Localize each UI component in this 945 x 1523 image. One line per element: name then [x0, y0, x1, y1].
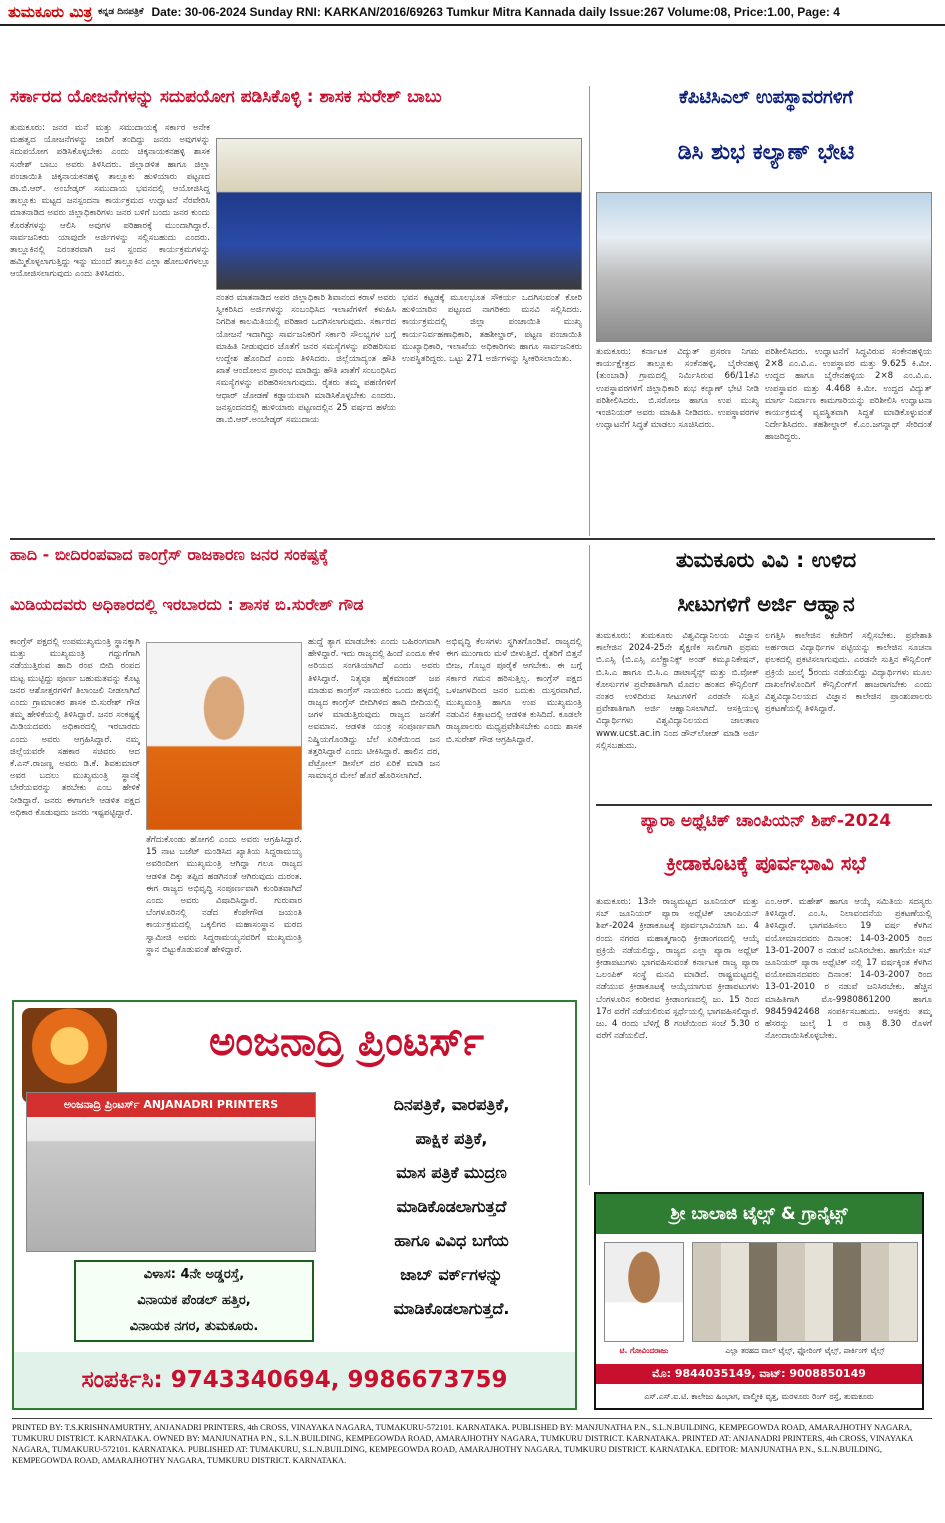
service-line: ಹಾಗೂ ವಿವಿಧ ಬಗೆಯ [394, 1231, 509, 1250]
section-divider [10, 538, 935, 540]
story3-col1: ಕಾಂಗ್ರೆಸ್ ಪಕ್ಷದಲ್ಲಿ ಉಪಮುಖ್ಯಮಂತ್ರಿ ಸ್ಥಾನಕ್ಕಾಗಿ ಮತ್ತು ಮುಖ್ಯಮಂತ್ರಿ ಗದ್ದುಗೆಗಾಗಿ ನಡೆಯುತ್ತಿರುವ ಹಾದಿ ರಂಪ ಬೀದಿ ರಂಪದ ಮಟ್ಟ ಮುಟ್ಟಿದ್ದು ಪೂರ್ಣ ಬಹುಮತವನ್ನು ಕೊಟ್ಟ ಜನರ ಆಶೋತ್ತರಗಳಿಗೆ ತಿಲಾಂಜಲಿ ನೀಡಲಾಗಿದೆ ಎಂದು ಗ್ರಾಮಾಂತರ ಶಾಸಕ ಬಿ.ಸುರೇಶ್ ಗೌಡ ತಮ್ಮ ಹೇಳಿಕೆಯಲ್ಲಿ ತಿಳಿಸಿದ್ದಾರೆ. ಜನರ ಸಂಕಷ್ಟಕ್ಕೆ ಮಿಡಿಯದವರು ಅಧಿಕಾರದಲ್ಲಿ ಇರಬಾರದು ಎಂದು ಅವರು ಆಗ್ರಹಿಸಿದ್ದಾರೆ. ನಮ್ಮ ಜಿಲ್ಲೆಯವರೇ ಸಹಕಾರ ಸಚಿವರು ಆದ ಕೆ.ಎನ್.ರಾಜಣ್ಣ ಅವರು ಡಿ.ಕೆ. ಶಿವಕುಮಾರ್ ಅವರ ಬದಲು ಮುಖ್ಯಮಂತ್ರಿ ಸ್ಥಾನಕ್ಕೆ ಬೇರೆಯವರನ್ನು ತರಬೇಕು ಎಂಬ ಹೇಳಿಕೆ ನೀಡಿದ್ದಾರೆ. ಜನರು ಈಗಾಗಲೇ ಆಡಳಿತ ಪಕ್ಷದ ಅಧಿಕಾರ ಕೊಡುವುದು ಜನರು ಇಷ್ಟಪಟ್ಟಿದ್ದಾರೆ. [10, 637, 140, 818]
tiles-advertisement [594, 1192, 924, 1410]
printers-contact: ಸಂಪರ್ಕಿಸಿ: 9743340694, 9986673759 [14, 1352, 575, 1408]
story5-headline-line2: ಕ್ರೀಡಾಕೂಟಕ್ಕೆ ಪೂರ್ವಭಾವಿ ಸಭೆ [666, 852, 866, 875]
hanuman-image [22, 1008, 117, 1103]
printers-advertisement [12, 1000, 577, 1410]
newspaper-tagline: ಕನ್ನಡ ದಿನಪತ್ರಿಕೆ [98, 7, 144, 17]
tiles-showroom-photo [692, 1242, 918, 1342]
owner-photo [604, 1242, 684, 1342]
printers-services [334, 1088, 569, 1338]
section-divider [596, 804, 932, 806]
tiles-ad-title: ಶ್ರೀ ಬಾಲಾಜಿ ಟೈಲ್ಸ್ & ಗ್ರಾನೈಟ್ಸ್ [596, 1194, 922, 1234]
story2-site-photo [596, 192, 932, 342]
story2-headline-line1: ಕೆಪಿಟಿಸಿಎಲ್ ಉಪಸ್ಥಾವರಗಳಿಗೆ [678, 88, 853, 108]
story5-col1: ತುಮಕೂರು: 13ನೇ ರಾಜ್ಯಮಟ್ಟದ ಜೂನಿಯರ್ ಮತ್ತು ಸಬ್ ಜೂನಿಯರ್ ಪ್ಯಾರಾ ಅಥ್ಲೆಟಿಕ್ ಚಾಂಪಿಯನ್ ಶಿಪ್-2024 ಕ್ರೀಡಾಕೂಟಕ್ಕೆ ಪೂರ್ವಭಾವಿಯಾಗಿ ಜು. 4 ರಂದು ನಗರದ ಮಹಾತ್ಮಗಾಂಧಿ ಕ್ರೀಡಾಂಗಣದಲ್ಲಿ ಆಯ್ಕೆ ಪ್ರಕ್ರಿಯೆ ನಡೆಯಲಿದ್ದು, ರಾಜ್ಯದ ಎಲ್ಲಾ ಪ್ಯಾರಾ ಅಥ್ಲೆಟ್ ಕ್ರೀಡಾಪಟುಗಳು ಭಾಗವಹಿಸುವಂತೆ ಕರ್ನಾಟಕ ರಾಜ್ಯ ಪ್ಯಾರಾ ಒಲಂಪಿಕ್ ಸಂಸ್ಥೆ ಮನವಿ ಮಾಡಿದೆ. ರಾಷ್ಟ್ರಮಟ್ಟದಲ್ಲಿ ನಡೆಯುವ ಕ್ರೀಡಾಕೂಟಕ್ಕೆ ಆಯ್ಕೆಯಾಗುವ ಕ್ರೀಡಾಪಟುಗಳು ಬೆಂಗಳೂರಿನ ಕಂಠೀರವ ಕ್ರೀಡಾಂಗಣದಲ್ಲಿ ಜು. 15 ರಿಂದ 17ರ ವರೆಗೆ ನಡೆಯಲಿರುವ ಸ್ಪರ್ಧೆಯಲ್ಲಿ ಭಾಗವಹಿಸಲಿದ್ದಾರೆ. ಜು. 4 ರಂದು ಬೆಳಿಗ್ಗೆ 8 ಗಂಟೆಯಿಂದ ಸಂಜೆ 5.30 ರ ವರೆಗೆ ನಡೆಯಲಿದೆ. [596, 897, 759, 1042]
printers-ad-title: ಅಂಜನಾದ್ರಿ ಪ್ರಿಂಟರ್ಸ್ [208, 1019, 484, 1065]
story5-col2: ಎಂ.ಆರ್. ಮಹೇಶ್ ಹಾಗೂ ಆಯ್ಕೆ ಸಮಿತಿಯ ಸದಸ್ಯರು ತಿಳಿಸಿದ್ದಾರೆ. ಎಂ.ಸಿ. ನಿಲಾವಂದನೆಯ ಪ್ರಕಟಣೆಯಲ್ಲಿ ತಿಳಿಸಿದ್ದಾರೆ. ಭಾಗವಹಿಸಲು 19 ವರ್ಷ ಕೆಳಗಿನ ವಯೋಮಾನದವರು ದಿನಾಂಕ: 14-03-2005 ರಿಂದ 13-01-2007 ರ ನಡುವೆ ಜನಿಸಿರಬೇಕು. ಹಾಗೆಯೇ ಸಬ್ ಜೂನಿಯರ್ ಪ್ಯಾರಾ ಅಥ್ಲೆಟಿಕ್ ನಲ್ಲಿ 17 ವರ್ಷಕ್ಕಿಂತ ಕೆಳಗಿನ ವಯೋಮಾನದವರು ದಿನಾಂಕ: 14-03-2007 ರಿಂದ 13-01-2010 ರ ನಡುವೆ ಜನಿಸಿರಬೇಕು. ಹೆಚ್ಚಿನ ಮಾಹಿತಿಗಾಗಿ ಮೊ-9980861200 ಹಾಗೂ 9845942468 ಸಂಪರ್ಕಿಸಬಹುದು. ಆಸಕ್ತರು ತಮ್ಮ ಹೆಸರನ್ನು ಜುಲೈ 1 ರ ರಾತ್ರಿ 8.30 ರೊಳಗೆ ನೋಂದಾಯಿಸಿಕೊಳ್ಳಬೇಕು. [765, 897, 932, 1042]
story3-col3: ಹುದ್ದೆ ತ್ಯಾಗ ಮಾಡಬೇಕು ಎಂದು ಬಹಿರಂಗವಾಗಿ ಹೇಳಿದ್ದಾರೆ. ಇದು ರಾಜ್ಯದಲ್ಲಿ ಹಿಂದೆ ಎಂದೂ ಕೇಳಿ ಅರಿಯದ ಸಂಗತಿಯಾಗಿದೆ ಎಂದು ಅವರು ತಿಳಿಸಿದ್ದಾರೆ. ನಿತ್ಯವೂ ಹೈಕಮಾಂಡ್ ಜಪ ಮಾಡುವ ಕಾಂಗ್ರೆಸ್ ನಾಯಕರು ಒಂದು ಹಳ್ಳದಲ್ಲಿ ರಾಜ್ಯದ ಕಾಂಗ್ರೆಸ್ ಬೀದಿಗಿಳಿದ ಹಾದಿ ಬೀದಿಯಲ್ಲಿ ಜಗಳ ಮಾಡುತ್ತಿರುವುದು ರಾಜ್ಯದ ಜನತೆಗೆ ಅವಮಾನ. ಆಡಳಿತ ಯಂತ್ರ ಸಂಪೂರ್ಣವಾಗಿ ನಿಷ್ಕ್ರಿಯಗೊಂಡಿದ್ದು ಬೆಲೆ ಏರಿಕೆಯಿಂದ ಜನ ತತ್ತರಿಸಿದ್ದಾರೆ ಎಂದು ಟೀಕಿಸಿದ್ದಾರೆ. ಹಾಲಿನ ದರ, ಪೆಟ್ರೋಲ್ ಡೀಸೆಲ್ ದರ ಏರಿಕೆ ಮಾಡಿ ಜನ ಸಾಮಾನ್ಯರ ಮೇಲೆ ಹೊರೆ ಹೊರಿಸಲಾಗಿದೆ. [308, 637, 440, 782]
story3-headline-line1: ಹಾದಿ - ಬೀದಿರಂಪವಾದ ಕಾಂಗ್ರೆಸ್ ರಾಜಕಾರಣ ಜನರ ಸಂಕಷ್ಟಕ್ಕೆ [10, 546, 329, 564]
service-line: ಮಾಸ ಪತ್ರಿಕೆ ಮುದ್ರಣ [396, 1163, 507, 1182]
story1-col3: ಭವನ ಕಟ್ಟಡಕ್ಕೆ ಮೂಲಭೂತ ಸೌಕರ್ಯ ಒದಗಿಸುವಂತೆ ಕೋರಿ ಹುಳಿಯಾರಿನ ಪಟ್ಟಣದ ನಾಗರಿಕರು ಮನವಿ ಸಲ್ಲಿಸಿದರು. ಕಾರ್ಯಕ್ರಮದಲ್ಲಿ ಜಿಲ್ಲಾ ಪಂಚಾಯಿತಿ ಮುಖ್ಯ ಕಾರ್ಯನಿರ್ವಹಣಾಧಿಕಾರಿ, ತಹಶೀಲ್ದಾರ್, ಪಟ್ಟಣ ಪಂಚಾಯಿತಿ ಮುಖ್ಯಾಧಿಕಾರಿ, ಇಲಾಖೆಯ ಅಧಿಕಾರಿಗಳು ಹಾಗೂ ಸಾರ್ವಜನಿಕರು ಉಪಸ್ಥಿತರಿದ್ದರು. ಒಟ್ಟು 271 ಅರ್ಜಿಗಳನ್ನು ಸ್ವೀಕರಿಸಲಾಯಿತು. [402, 293, 582, 365]
story4-col1: ತುಮಕೂರು: ತುಮಕೂರು ವಿಶ್ವವಿದ್ಯಾನಿಲಯ ವಿಜ್ಞಾನ ಕಾಲೇಜಿನ 2024-25ನೇ ಶೈಕ್ಷಣಿಕ ಸಾಲಿಗಾಗಿ ಪ್ರಥಮ ಬಿ.ಎಸ್ಸಿ (ಬಿ.ಎಸ್ಸಿ ಎಲೆಕ್ಟ್ರಾನಿಕ್ಸ್ ಅಂಡ್ ಕಮ್ಯೂನಿಕೇಷನ್, ಬಿ.ಸಿ.ಎ ಹಾಗೂ ಬಿ.ಸಿ.ಎ ಡಾಟಾಸೈನ್ಸ್ ಮತ್ತು ಬಿ.ವೋಕ್ ಕೋರ್ಸುಗಳ ಪ್ರವೇಶಾತಿಗಾಗಿ ಮೊದಲ ಹಂತದ ಕೌನ್ಸಿಲಿಂಗ್ ನಂತರ ಉಳಿದಿರುವ ಸೀಟುಗಳಿಗೆ ಎರಡನೇ ಸುತ್ತಿನ ಪ್ರವೇಶಾತಿಗಾಗಿ ಅರ್ಜಿ ಆಹ್ವಾನಿಸಲಾಗಿದೆ. ಆಸಕ್ತಿಯುಳ್ಳ ವಿದ್ಯಾರ್ಥಿಗಳು ವಿಶ್ವವಿದ್ಯಾನಿಲಯದ ಜಾಲತಾಣ www.ucst.ac.in ನಿಂದ ಡೌನ್‌ಲೋಡ್ ಮಾಡಿ ಅರ್ಜಿ ಸಲ್ಲಿಸಬಹುದು. [596, 631, 759, 751]
column-divider [589, 86, 590, 536]
story3-col4: ಅಭಿವೃದ್ಧಿ ಕೆಲಸಗಳು ಸ್ಥಗಿತಗೊಂಡಿವೆ. ರಾಜ್ಯದಲ್ಲಿ ಈಗ ಮುಂಗಾರು ಮಳೆ ಬೀಳುತ್ತಿದೆ. ರೈತರಿಗೆ ಬಿತ್ತನೆ ಬೀಜ, ಗೊಬ್ಬರ ಪೂರೈಕೆ ಆಗಬೇಕು. ಈ ಬಗ್ಗೆ ಸರ್ಕಾರ ಗಮನ ಹರಿಸುತ್ತಿಲ್ಲ. ಕಾಂಗ್ರೆಸ್ ಪಕ್ಷದ ಒಳಜಗಳದಿಂದ ಜನರ ಬದುಕು ದುಸ್ತರವಾಗಿದೆ. ಮುಖ್ಯಮಂತ್ರಿ ಹಾಗೂ ಉಪ ಮುಖ್ಯಮಂತ್ರಿ ನಡುವಿನ ಕಿತ್ತಾಟದಲ್ಲಿ ಆಡಳಿತ ಕುಸಿದಿದೆ. ಕೂಡಲೇ ರಾಜ್ಯಪಾಲರು ಮಧ್ಯಪ್ರವೇಶಿಸಬೇಕು ಎಂದು ಶಾಸಕ ಬಿ.ಸುರೇಶ್ ಗೌಡ ಆಗ್ರಹಿಸಿದ್ದಾರೆ. [446, 637, 582, 745]
shop-signboard: ಅಂಜನಾದ್ರಿ ಪ್ರಿಂಟರ್ಸ್ ANJANADRI PRINTERS [27, 1093, 315, 1117]
story1-headline: ಸರ್ಕಾರದ ಯೋಜನೆಗಳನ್ನು ಸದುಪಯೋಗ ಪಡಿಸಿಕೊಳ್ಳಿ : ಶಾಸಕ ಸುರೇಶ್ ಬಾಬು [10, 88, 442, 107]
printers-address [74, 1260, 314, 1342]
tiles-address: ಎಸ್.ಎಸ್.ಐ.ಟಿ. ಕಾಲೇಜು ಹಿಂಭಾಗ, ವಾಲ್ಮೀಕಿ ವೃತ್ತ, ಮರಳೂರು ರಿಂಗ್ ರಸ್ತೆ, ತುಮಕೂರು [644, 1392, 874, 1401]
story2-headline-line2: ಡಿಸಿ ಶುಭ ಕಲ್ಯಾಣ್ ಭೇಟಿ [677, 140, 855, 165]
story5-headline-line1: ಪ್ಯಾರಾ ಅಥ್ಲೆಟಿಕ್ ಚಾಂಪಿಯನ್ ಶಿಪ್-2024 [640, 812, 892, 831]
service-line: ಮಾಡಿಕೊಡಲಾಗುತ್ತದೆ [396, 1197, 507, 1216]
service-line: ಪಾಕ್ಷಿಕ ಪತ್ರಿಕೆ, [415, 1129, 488, 1148]
story2-col2: ಪರಿಶೀಲಿಸಿದರು. ಉದ್ಘಾಟನೆಗೆ ಸಿದ್ಧವಿರುವ ಸಂಕೇನಹಳ್ಳಿಯ 2×8 ಎಂ.ವಿ.ಎ. ಉಪಸ್ಥಾವರ ಮತ್ತು 9.625 ಕಿ.ಮೀ. ಉದ್ದದ ಹಾಗೂ ಬೈರೇನಹಳ್ಳಿಯ 2×8 ಎಂ.ವಿ.ಎ. ಉಪಸ್ಥಾವರ ಮತ್ತು 4.468 ಕಿ.ಮೀ. ಉದ್ದದ ವಿದ್ಯುತ್ ಮಾರ್ಗ ನಿರ್ಮಾಣ ಕಾಮಗಾರಿಯನ್ನು ಪರಿಶೀಲಿಸಿ ಉದ್ಘಾಟನಾ ಕಾರ್ಯಕ್ರಮಕ್ಕೆ ವ್ಯವಸ್ಥಿತವಾಗಿ ಸಿದ್ಧತೆ ಮಾಡಿಕೊಳ್ಳುವಂತೆ ನಿರ್ದೇಶಿಸಿದರು. ತಹಶೀಲ್ದಾರ್ ಕೆ.ಎಂ.ಜಗನ್ನಾಥ್ ಸೇರಿದಂತೆ ಹಾಜರಿದ್ದರು. [765, 347, 932, 443]
mla-portrait-photo [146, 642, 302, 830]
service-line: ದಿನಪತ್ರಿಕೆ, ವಾರಪತ್ರಿಕೆ, [393, 1095, 510, 1114]
story2-col1: ತುಮಕೂರು: ಕರ್ನಾಟಕ ವಿದ್ಯುತ್ ಪ್ರಸರಣ ನಿಗಮ ಕಾರ್ಯಕ್ಷೇತ್ರದ ತಾಲ್ಲೂಕು ಸಂಕೆನಹಳ್ಳಿ, ಬೈರೇನಹಳ್ಳಿ (ತುಂಬಾಡಿ) ಗ್ರಾಮದಲ್ಲಿ ನಿರ್ಮಿಸಿರುವ 66/11ಕೆವಿ ಉಪಸ್ಥಾವರಗಳಿಗೆ ಜಿಲ್ಲಾಧಿಕಾರಿ ಶುಭ ಕಲ್ಯಾಣ್ ಭೇಟಿ ನೀಡಿ ಪರಿಶೀಲಿಸಿದರು. ಬಿ.ಸರೋಜ ಹಾಗೂ ಉಪ ಮುಖ್ಯ ಇಂಜಿನಿಯರ್ ಅವರು ಮಾಹಿತಿ ನೀಡಿದರು. ಉಪಸ್ಥಾವರಗಳ ಉದ್ಘಾಟನೆಗೆ ಸಿದ್ಧತೆ ಮಾಡಲು ಸೂಚಿಸಿದರು. [596, 347, 759, 431]
service-line: ಮಾಡಿಕೊಡಲಾಗುತ್ತದೆ. [393, 1299, 510, 1318]
newspaper-name: ತುಮಕೂರು ಮಿತ್ರ [8, 3, 93, 21]
tiles-phone: ಮೊ: 9844035149, ವಾಟ್: 9008850149 [596, 1364, 922, 1384]
owner-name: ಟಿ. ಗೋವಿಂದರಾಜು [619, 1346, 669, 1355]
story1-col1: ತುಮಕೂರು: ಜನರ ಮನೆ ಮತ್ತು ಸಮುದಾಯಕ್ಕೆ ಸರ್ಕಾರ ಅನೇಕ ಮಹತ್ವದ ಯೋಜನೆಗಳನ್ನು ಜಾರಿಗೆ ತಂದಿದ್ದು ಜನರು ಅವುಗಳನ್ನು ಸದುಪಯೋಗ ಪಡಿಸಿಕೊಳ್ಳಬೇಕು ಎಂದು ಚಿಕ್ಕನಾಯಕನಹಳ್ಳಿ ಶಾಸಕ ಸುರೇಶ್ ಬಾಬು ಅವರು ತಿಳಿಸಿದರು. ಜಿಲ್ಲಾಡಳಿತ ಹಾಗೂ ಜಿಲ್ಲಾ ಪಂಚಾಯಿತಿ ಚಿಕ್ಕನಾಯಕನಹಳ್ಳಿ ತಾಲ್ಲೂಕು ಹುಳಿಯಾರು ಪಟ್ಟಣದ ಡಾ.ಬಿ.ಆರ್. ಅಂಬೇಡ್ಕರ್ ಸಮುದಾಯ ಭವನದಲ್ಲಿ ಆಯೋಜಿಸಿದ್ದ ತಾಲ್ಲೂಕು ಮಟ್ಟದ ಜನಸ್ಪಂದನಾ ಕಾರ್ಯಕ್ರಮದ ಉದ್ಘಾಟನೆ ನೆರವೇರಿಸಿ ಮಾತನಾಡಿದ ಅವರು ಜಿಲ್ಲಾಧಿಕಾರಿಗಳು ಜನರ ಬಳಿಗೆ ಬಂದು ಜನರ ಕುಂದು ಕೊರತೆಗಳನ್ನು ಆಲಿಸಿ ಅವುಗಳ ಪರಿಹಾರಕ್ಕೆ ಮುಂದಾಗಿದ್ದಾರೆ. ಸಾರ್ವಜನಿಕರು ಯಾವುದೇ ಅರ್ಜಿಗಳನ್ನು ಸಲ್ಲಿಸಬಹುದು ಎಂದರು. ತಾಲ್ಲೂಕಿನಲ್ಲಿ ನಿರಂತರವಾಗಿ ಜನ ಸ್ಪಂದನ ಕಾರ್ಯಕ್ರಮಗಳನ್ನು ಹಮ್ಮಿಕೊಳ್ಳಲಾಗುತ್ತಿದ್ದು ಇನ್ನು ಮುಂದೆ ತಾಲ್ಲೂಕಿನ ಎಲ್ಲಾ ಹೋಬಳಿಗಳಲ್ಲೂ ಆಯೋಜಿಸಲಾಗುವುದು ಎಂದು ತಿಳಿಸಿದರು. [10, 123, 210, 280]
service-line: ಜಾಬ್ ವರ್ಕ್‌ಗಳನ್ನು [400, 1265, 503, 1284]
column-divider [589, 545, 590, 1185]
masthead [0, 0, 945, 26]
address-line: ವಿನಾಯಕ ನಗರ, ತುಮಕೂರು. [129, 1319, 259, 1334]
story4-headline-line2: ಸೀಟುಗಳಿಗೆ ಅರ್ಜಿ ಆಹ್ವಾನ [677, 592, 855, 616]
address-line: ವಿಳಾಸ: 4ನೇ ಅಡ್ಡರಸ್ತೆ, [143, 1267, 245, 1282]
tiles-description: ಎಲ್ಲಾ ತರಹದ ವಾಲ್ ಟೈಲ್ಸ್, ಫ್ಲೋರಿಂಗ್ ಟೈಲ್ಸ್, ಪಾರ್ಕಿಂಗ್ ಟೈಲ್ಸ್ [725, 1346, 885, 1355]
story4-headline-line1: ತುಮಕೂರು ವಿವಿ : ಉಳಿದ [675, 548, 857, 572]
story3-headline-line2: ಮಿಡಿಯದವರು ಅಧಿಕಾರದಲ್ಲಿ ಇರಬಾರದು : ಶಾಸಕ ಬಿ.ಸುರೇಶ್ ಗೌಡ [10, 596, 364, 614]
address-line: ವಿನಾಯಕ ಪೆಂಡಲ್ ಹತ್ತಿರ, [137, 1293, 251, 1308]
imprint-footer: PRINTED BY: T.S.KRISHNAMURTHY, ANJANADRI PRINTERS, 4th CROSS, VINAYAKA NAGARA, TUMAKURU-572101. KARNATAKA. PUBLISHED BY: MANJUNATHA P.N., S.L.N.BUILDING, KEMPEGOWDA ROAD, AMARAJHOTHY NAGARA, TUMKURU DISTRICT. KARNATAKA. OWNED BY: MANJUNATHA P.N., S.L.N.BUILDING, KEMPEGOWDA ROAD, AMARAJHOTHY NAGARA, TUMKURU DISTRICT. KARNATAKA. PRINTED AT: ANJANADRI PRINTERS, 4th CROSS, VINAYAKA NAGARA, TUMAKURU-572101. KARNATAKA. PUBLISHED AT: TUMAKURU, S.L.N.BUILDING, KEMPEGOWDA ROAD, AMARAJHOTHY NAGARA, TUMKURU DISTRICT. KARNATAKA. EDITOR: MANJUNATHA P.N., S.L.N.BUILDING, KEMPEGOWDA ROAD, AMARAJHOTHY NAGARA, TUMKURU DISTRICT. KARNATAKA. [12, 1418, 932, 1467]
story3-col2: ತೆಗೆದುಕೊಂಡು ಹೋಗಲಿ ಎಂದು ಅವರು ಆಗ್ರಹಿಸಿದ್ದಾರೆ. 15 ನಾಟ ಬಜೆಟ್ ಮಂಡಿಸಿದ ಖ್ಯಾತಿಯ ಸಿದ್ದರಾಮಯ್ಯ ಅವರಿಂದೀಗ ಮುಖ್ಯಮಂತ್ರಿ ಆಗಿದ್ದಾ ಗಲೂ ರಾಜ್ಯದ ಆಡಳಿತ ದಿಕ್ಕು ತಪ್ಪಿದ ಹಡಗಿನಂತೆ ಆಗಿರುವುದು ದುರಂತ. ಈಗ ರಾಜ್ಯದ ಅಭಿವೃದ್ಧಿ ಸಂಪೂರ್ಣವಾಗಿ ಕುಂಠಿತವಾಗಿದೆ ಎಂದು ಅವರು ವಿಷಾದಿಸಿದ್ದಾರೆ. ಗುರುವಾರ ಬೆಂಗಳೂರಿನಲ್ಲಿ ನಡೆದ ಕೆಂಪೇಗೌಡ ಜಯಂತಿ ಕಾರ್ಯಕ್ರಮದಲ್ಲಿ ಒಕ್ಕಲಿಗರ ಮಹಾಸಂಸ್ಥಾನ ಮಠದ ಸ್ವಾಮೀಜಿ ಅವರು ಸಿದ್ದರಾಮಯ್ಯನವರಿಗೆ ಮುಖ್ಯಮಂತ್ರಿ ಸ್ಥಾನ ಬಿಟ್ಟುಕೊಡುವಂತೆ ಹೇಳಿದ್ದಾರೆ. [146, 835, 302, 955]
issue-meta: Date: 30-06-2024 Sunday RNI: KARKAN/2016/69263 Tumkur Mitra Kannada daily Issue:267 Volume:08, Price:1.00, Page: 4 [151, 5, 840, 19]
printers-shop-photo [26, 1092, 316, 1252]
story1-event-photo [216, 138, 582, 290]
story4-col2: ಲಗತ್ತಿಸಿ ಕಾಲೇಜಿನ ಕಚೇರಿಗೆ ಸಲ್ಲಿಸಬೇಕು. ಪ್ರವೇಶಾತಿ ಅರ್ಹರಾದ ವಿದ್ಯಾರ್ಥಿಗಳ ಪಟ್ಟಿಯನ್ನು ಕಾಲೇಜಿನ ಸೂಚನಾ ಫಲಕದಲ್ಲಿ ಪ್ರಕಟಿಸಲಾಗುವುದು. ಎರಡನೇ ಸುತ್ತಿನ ಕೌನ್ಸಿಲಿಂಗ್ ಪ್ರಕ್ರಿಯೆ ಜುಲೈ 5ರಂದು ನಡೆಯಲಿದ್ದು ವಿದ್ಯಾರ್ಥಿಗಳು ಮೂಲ ದಾಖಲೆಗಳೊಂದಿಗೆ ಕೌನ್ಸಿಲಿಂಗ್‌ಗೆ ಹಾಜರಾಗಬೇಕು ಎಂದು ವಿಶ್ವವಿದ್ಯಾನಿಲಯದ ವಿಜ್ಞಾನ ಕಾಲೇಜಿನ ಪ್ರಾಂಶುಪಾಲರು ಪ್ರಕಟಣೆಯಲ್ಲಿ ತಿಳಿಸಿದ್ದಾರೆ. [765, 631, 932, 715]
story1-col2: ನಂತರ ಮಾತನಾಡಿದ ಅಪರ ಜಿಲ್ಲಾಧಿಕಾರಿ ಶಿವಾನಂದ ಕರಾಳೆ ಅವರು ಸ್ವೀಕರಿಸಿದ ಅರ್ಜಿಗಳನ್ನು ಸಂಬಂಧಿಸಿದ ಇಲಾಖೆಗಳಿಗೆ ಕಳುಹಿಸಿ ನಿಗದಿತ ಕಾಲಮಿತಿಯಲ್ಲಿ ಪರಿಹಾರ ಒದಗಿಸಲಾಗುವುದು. ಸರ್ಕಾರದ ಯೋಜನೆ ಇದಾಗಿದ್ದು ಸಾರ್ವಜನಿಕರಿಗೆ ಸರ್ಕಾರಿ ಸೌಲಭ್ಯಗಳ ಬಗ್ಗೆ ಮಾಹಿತಿ ನೀಡುವುದರ ಜೊತೆಗೆ ಜನರ ಸಮಸ್ಯೆಗಳನ್ನು ಪರಿಹರಿಸುವ ಉದ್ದೇಶ ಹೊಂದಿದೆ ಎಂದು ತಿಳಿಸಿದರು. ಜಿಲ್ಲೆಯಾದ್ಯಂತ ಹೌತಿ ಖಾತೆ ಆಂದೋಲನ ಪ್ರಾರಂಭ ಮಾಡಿದ್ದು ಹೌತಿ ಖಾತೆಗೆ ಸಂಬಂಧಿಸಿದ ಸಮಸ್ಯೆಗಳನ್ನು ಪರಿಹರಿಸಲಾಗುವುದು. ರೈತರು ತಮ್ಮ ಪಹಣಿಗಳಿಗೆ ಆಧಾರ್ ಜೋಡಣೆ ಕಡ್ಡಾಯವಾಗಿ ಮಾಡಿಸಿಕೊಳ್ಳಬೇಕು ಎಂದರು. ಜನಸ್ಪಂದನದಲ್ಲಿ ಹುಳಿಯಾರು ಪಟ್ಟಣದಲ್ಲಿನ 25 ವರ್ಷದ ಹಳೆಯ ಡಾ.ಬಿ.ಆರ್.ಅಂಬೇಡ್ಕರ್ ಸಮುದಾಯ [216, 293, 396, 426]
